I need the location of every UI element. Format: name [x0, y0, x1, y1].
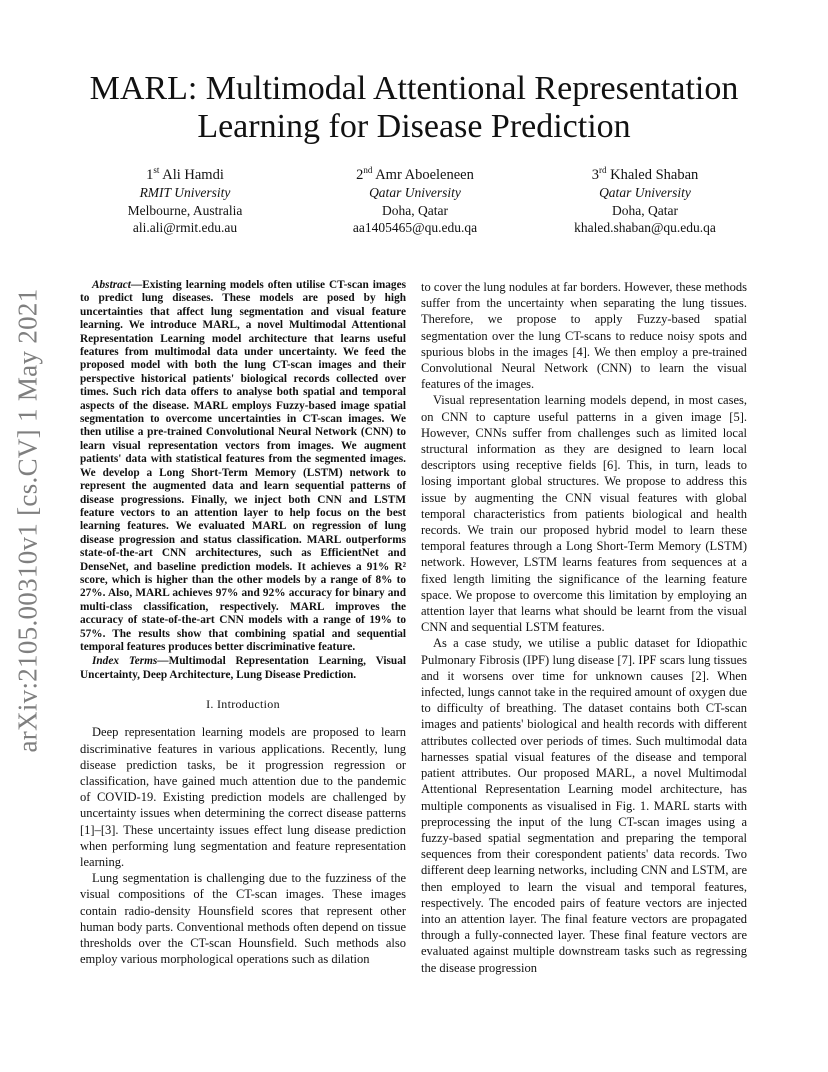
author-location: Doha, Qatar [382, 202, 448, 218]
abstract-text: —Existing learning models often utilise CT-scan images to predict lung diseases. These models are posed by high uncertainties that affect lung segmentation and visual feature learning. We introduce MARL, a novel Multimodal Attentional Representation Learning model architecture that learns useful features from multimodal data under uncertainty. We feed the proposed model with both the lung CT-scan images and their perspective historical patients' biological records collected over times. Such rich data offers to analyse both spatial and temporal aspects of the disease. MARL employs Fuzzy-based image spatial segmentation to overcome uncertainties in CT-scan images. We then utilise a pre-trained Convolutional Neural Network (CNN) to learn visual representation vectors from images. We augment patients' data with statistical features from the segmented images. We develop a Long Short-Term Memory (LSTM) network to represent the augmented data and learn sequential patterns of disease progressions. Finally, we inject both CNN and LSTM feature vectors to an attention layer to help focus on the best learning features. We evaluated MARL on regression of lung disease progression and status classification. MARL outperforms state-of-the-art CNN architectures, such as EfficientNet and DenseNet, and baseline prediction models. It achieves a 91% R² score, which is higher than the other models by a range of 8% to 27%. Also, MARL achieves 97% and 92% accuracy for binary and multi-class classification, respectively. MARL improves the accuracy of state-of-the-art CNN models with a range of 19% to 57%. The results show that combining spatial and sequential temporal features produces better discriminative feature. [80, 279, 406, 653]
index-terms-text: —Multimodal Representation Learning, Visual Uncertainty, Deep Architecture, Lung Disease Prediction. [80, 655, 406, 681]
paragraph: Lung segmentation is challenging due to the fuzziness of the visual compositions of the CT-scan images. These images contain radio-density Hounsfield scores that represent other human body parts. Conventional methods often depend on tissue thresholds over the CT-scan Hounsfield. Such methods also employ various morphological operations such as dilation [80, 871, 406, 967]
author-name: 1st Ali Hamdi [146, 165, 224, 183]
title-line-2: Learning for Disease Prediction [197, 108, 631, 145]
author-block [70, 162, 760, 237]
author-email: ali.ali@rmit.edu.au [132, 220, 238, 236]
right-column [421, 279, 747, 976]
author-location: Melbourne, Australia [127, 202, 243, 218]
index-terms [80, 655, 406, 682]
author-email: aa1405465@qu.edu.qa [352, 220, 478, 236]
author-email: khaled.shaban@qu.edu.qa [574, 220, 716, 236]
arxiv-identifier [8, 285, 48, 755]
author-affiliation: RMIT University [139, 185, 231, 201]
author-location: Doha, Qatar [612, 202, 678, 218]
author-3 [530, 162, 760, 237]
author-2 [300, 162, 530, 237]
index-terms-lead: Index Terms [92, 655, 158, 668]
author-name: 3rd Khaled Shaban [591, 165, 699, 183]
paragraph: Visual representation learning models depend, in most cases, on CNN to capture useful patterns in a given image [5]. However, CNNs suffer from challenges such as limited local structural information as they are designed to learn local descriptors using receptive fields [6]. This, in turn, leads to losing important global structures. We propose to address this issue by augmenting the CNN visual features with global temporal characteristics from patients biological and health records. We train our proposed hybrid model to learn these temporal features through a Long Short-Term Memory (LSTM) network. However, LSTM learns features from sequences at a fixed length limiting the significance of the learning feature space. We propose to overcome this limitation by employing an attention layer that learns what should be learnt from the visual CNN and sequential LSTM features. [421, 393, 747, 635]
arxiv-id-text: arXiv:2105.00310v1 [cs.CV] 1 May 2021 [12, 287, 43, 753]
paragraph: to cover the lung nodules at far borders. However, these methods suffer from the uncertainty when separating the lung tissues. Therefore, we propose to apply Fuzzy-based spatial segmentation over the lung CT-scans to reduce noisy spots and spurious blobs in the images [4]. We then employ a pre-trained Convolutional Neural Network (CNN) to learn the visual features of the images. [421, 280, 747, 392]
author-name: 2nd Amr Aboeleneen [356, 165, 474, 183]
paragraph: As a case study, we utilise a public dataset for Idiopathic Pulmonary Fibrosis (IPF) lung disease [7]. IPF scars lung tissues and it worsens over time for unknown causes [2]. When infected, lungs cannot take in the required amount of oxygen due to difficulty of breathing. The dataset contains both CT-scan images and patients' biological and health records with different attributes collected over periods of times. Such multimodal data harnesses spatial visual features of the disease and temporal patient attributes. Our proposed MARL, a novel Multimodal Attentional Representation Learning model architecture, has multiple components as visualised in Fig. 1. MARL starts with preprocessing the input of the lung CT-scan images using a fuzzy-based spatial segmentation and preparing the temporal sequences from their corespondent patients' data records. Two different deep learning networks, including CNN and LSTM, are then employed to learn the visual and temporal features, respectively. The encoded pairs of feature vectors are injected into an attention layer. The final feature vectors are propagated through a fully-connected layer. These final feature vectors are evaluated against multiple downstream tasks such as regressing the disease progression [421, 636, 747, 975]
author-affiliation: Qatar University [599, 185, 691, 201]
section-heading-introduction: I. Introduction [206, 697, 280, 712]
abstract-lead: Abstract [92, 279, 131, 291]
author-affiliation: Qatar University [369, 185, 461, 201]
abstract [80, 279, 406, 654]
author-1 [70, 162, 300, 237]
paper-title [60, 70, 768, 146]
title-line-1: MARL: Multimodal Attentional Representation [89, 70, 739, 107]
paragraph: Deep representation learning models are proposed to learn discriminative features in various applications. Recently, lung disease prediction tasks, be it progression regression or classification, have gained much attention due to the pandemic of COVID-19. Existing prediction models are challenged by uncertainty issues when determining the correct disease patterns [1]–[3]. These uncertainty issues effect lung disease prediction when performing lung segmentation and feature representation learning. [80, 725, 406, 870]
left-column [80, 279, 406, 967]
